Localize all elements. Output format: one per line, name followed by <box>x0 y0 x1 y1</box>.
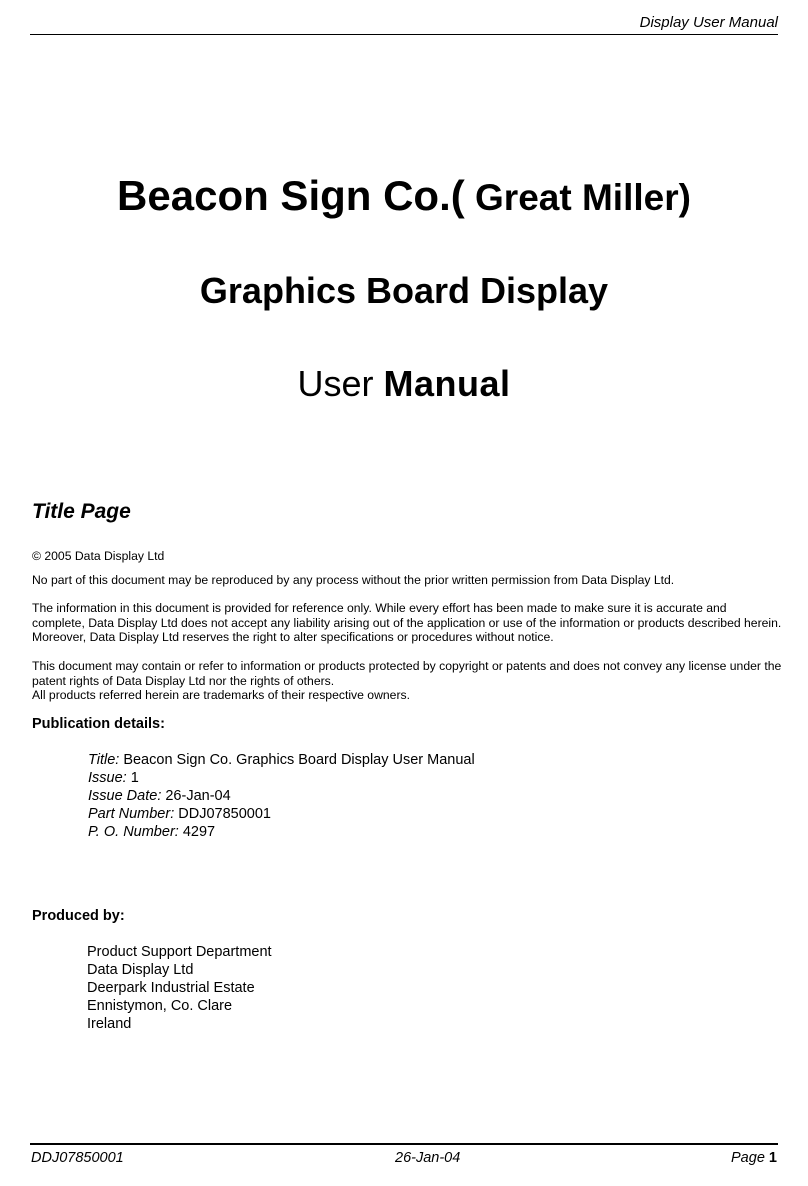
detail-value: DDJ07850001 <box>174 806 271 822</box>
address-line: Deerpark Industrial Estate <box>87 980 255 996</box>
detail-label: Title: <box>88 752 120 768</box>
footer-date: 26-Jan-04 <box>395 1150 461 1166</box>
manual-title <box>0 363 808 405</box>
address-line: Ennistymon, Co. Clare <box>87 998 233 1014</box>
detail-issue-date <box>88 787 475 805</box>
manual-title-manual: Manual <box>383 363 511 404</box>
detail-issue <box>88 769 475 787</box>
main-title-company: Beacon Sign Co.( <box>117 172 465 219</box>
footer-page-label: Page <box>731 1150 769 1166</box>
copyright-notice: © 2005 Data Display Ltd <box>32 549 165 563</box>
footer-page-number: 1 <box>768 1150 777 1166</box>
detail-title <box>88 751 475 769</box>
produced-by-heading: Produced by: <box>32 908 125 924</box>
detail-label: Part Number: <box>88 806 175 822</box>
detail-label: P. O. Number: <box>88 824 179 840</box>
footer-page <box>731 1150 777 1166</box>
footer-rule <box>30 1143 778 1145</box>
detail-label: Issue Date: <box>88 788 162 804</box>
publication-details-heading: Publication details: <box>32 716 165 732</box>
detail-value: 4297 <box>178 824 216 840</box>
detail-part-number <box>88 805 475 823</box>
title-page-heading: Title Page <box>32 500 131 523</box>
detail-value: Beacon Sign Co. Graphics Board Display User Manual <box>119 752 475 768</box>
detail-label: Issue: <box>88 770 127 786</box>
liability-disclaimer: The information in this document is provided for reference only. While every effort has been made to make sure it is accurate and complete, Data Display Ltd does not accept any liability arising out of the application or use of the information or products described herein. Moreover, Data Display Ltd reserves the right to alter specifications or procedures without notice. <box>32 601 782 645</box>
trademark-notice: All products referred herein are trademarks of their respective owners. <box>32 688 410 703</box>
detail-po-number <box>88 823 475 841</box>
main-title-location: Great Miller) <box>464 177 691 218</box>
reproduction-notice: No part of this document may be reproduced by any process without the prior written permission from Data Display Ltd. <box>32 573 675 587</box>
header-rule <box>30 34 778 35</box>
detail-value: 26-Jan-04 <box>161 788 231 804</box>
main-title <box>0 172 808 220</box>
address-line: Data Display Ltd <box>87 962 194 978</box>
running-header: Display User Manual <box>639 14 778 31</box>
patent-notice-text: This document may contain or refer to information or products protected by copyright or patents and does not convey any license under the patent rights of Data Display Ltd nor the rights of others. <box>32 659 782 688</box>
producer-address <box>87 943 272 1033</box>
footer-doc-number: DDJ07850001 <box>31 1150 124 1166</box>
manual-title-user: User <box>297 363 384 404</box>
patent-notice <box>32 659 782 703</box>
address-line: Product Support Department <box>87 944 272 960</box>
subtitle: Graphics Board Display <box>199 270 609 311</box>
detail-value: 1 <box>126 770 139 786</box>
publication-details <box>88 751 475 841</box>
address-line: Ireland <box>87 1016 132 1032</box>
